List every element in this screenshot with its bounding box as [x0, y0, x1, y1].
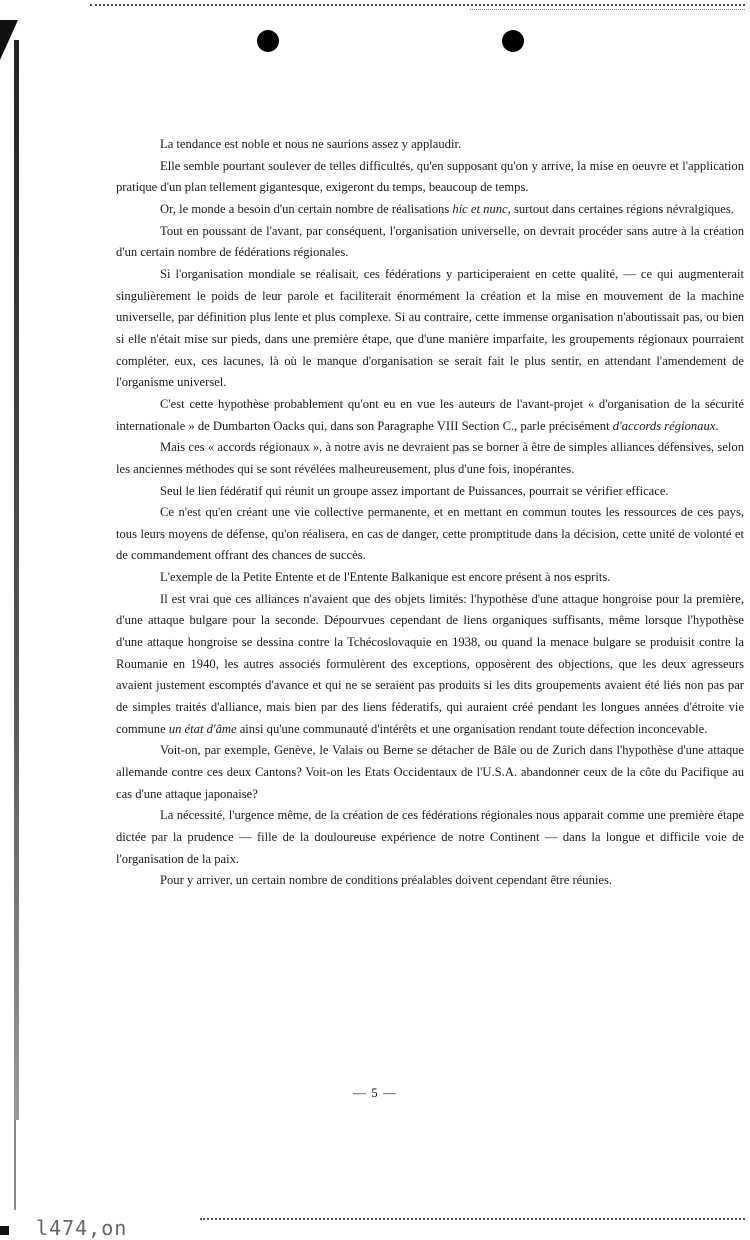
paragraph-6: C'est cette hypothèse probablement qu'ont eu en vue les auteurs de l'avant-projet « d'organisation de la sécurité internationale » de Dumbarton Oacks qui, dans son Paragraphe VIII Section C., parle précisément d'accords régionaux. [116, 396, 744, 433]
paragraph-1: La tendance est noble et nous ne saurions assez y applaudir. [160, 137, 462, 151]
page-left-edge-line-lower [14, 1120, 16, 1210]
corner-mark [0, 1226, 9, 1235]
paragraph-8: Seul le lien fédératif qui réunit un groupe assez important de Puissances, pourrait se vérifier efficace. [160, 483, 669, 498]
page-number: — 5 — [353, 1085, 397, 1100]
paragraph-3: Or, le monde a besoin d'un certain nombre de réalisations hic et nunc, surtout dans certaines régions névralgiques. [160, 201, 734, 216]
paragraph-10: L'exemple de la Petite Entente et de l'Entente Balkanique est encore présent à nos esprits. [160, 570, 611, 585]
archive-handwritten-mark: l474,on [36, 1216, 128, 1240]
punch-hole-left [257, 30, 279, 52]
paragraph-9: Ce n'est qu'en créant une vie collective permanente, et en mettant en commun toutes les ressources de ces pays, tous leurs moyens de défense, qu'on réalisera, en cas de danger, cette promptitude dans la décision, cette unité de volonté et de commandement offrant des chances de succès. [116, 505, 744, 563]
paragraph-12: Voit-on, par exemple, Genève, le Valais ou Berne se détacher de Bâle ou de Zurich dans l'hypothèse d'une attaque allemande contre ces deux Cantons? Voit-on les Etats Occidentaux de l'U.S.A. abandonner ceux de la côte du Pacifique au cas d'une attaque japonaise? [116, 743, 744, 801]
paragraph-2: Elle semble pourtant soulever de telles difficultés, qu'en supposant qu'on y arrive, la mise en oeuvre et l'application pratique d'un plan tellement gigantesque, exigeront du temps, beaucoup de temps. [116, 158, 744, 195]
bottom-dotted-rule [200, 1218, 745, 1220]
paragraph-11: Il est vrai que ces alliances n'avaient que des objets limités: l'hypothèse d'une attaque hongroise pour la première, d'une attaque bulgare pour la seconde. Dépourvues cependant de liens organiques suffisants, même lorsque l'hypothèse d'une attaque hongroise se dessina contre la Tchécoslovaquie en 1938, ou quand la menace bulgare se produisit contre la Roumanie en 1940, les autres associés formulèrent des exceptions, opposèrent des objections, que les deux agresseurs avaient justement escomptés d'avance et qui ne se seraient pas produits si les dits groupements avaient été liés non pas par de simples traités d'alliance, mais bien par des liens féderatifs, qui auraient créé pendant les longues années d'étroite vie commune un état d'âme ainsi qu'une communauté d'intérêts et une organisation rendant toute défection inconcevable. [116, 591, 744, 736]
document-body [116, 134, 744, 892]
paragraph-4: Tout en poussant de l'avant, par conséquent, l'organisation universelle, on devrait procéder sans autre à la création d'un certain nombre de fédérations régionales. [116, 223, 744, 260]
paragraph-14: Pour y arriver, un certain nombre de conditions préalables doivent cependant être réunies. [160, 873, 613, 888]
paragraph-13: La nécessité, l'urgence même, de la création de ces fédérations régionales nous apparait comme une première étape dictée par la prudence — fille de la douloureuse expérience de notre Continent — dans la longue et difficile voie de l'organisation de la paix. [116, 808, 744, 866]
paragraph-7: Mais ces « accords régionaux », à notre avis ne devraient pas se borner à être de simples alliances défensives, selon les anciennes méthodes qui se sont révélées malheureusement, plus d'une fois, inopérantes. [116, 440, 744, 476]
top-dotted-rule [90, 4, 745, 6]
page-left-edge-line [14, 40, 19, 1120]
top-dotted-rule-secondary [470, 9, 745, 10]
paragraph-5: Si l'organisation mondiale se réalisait, ces fédérations y participeraient en cette qualité, — ce qui augmenterait singulièrement le poids de leur parole et faciliterait énormément la création et la mise en mouvement de la machine universelle, par définition plus lente et plus complexe. Si au contraire, cette immense organisation n'aboutissait pas, ou bien si elle n'était mise sur pieds, dans une première étape, que d'une manière imparfaite, les groupements régionaux pourraient compléter, eux, ces lacunes, là où le manque d'organisation se serait fait le plus sentir, en attendant l'amendement de l'organisme universel. [116, 266, 744, 390]
punch-hole-right [502, 30, 524, 52]
